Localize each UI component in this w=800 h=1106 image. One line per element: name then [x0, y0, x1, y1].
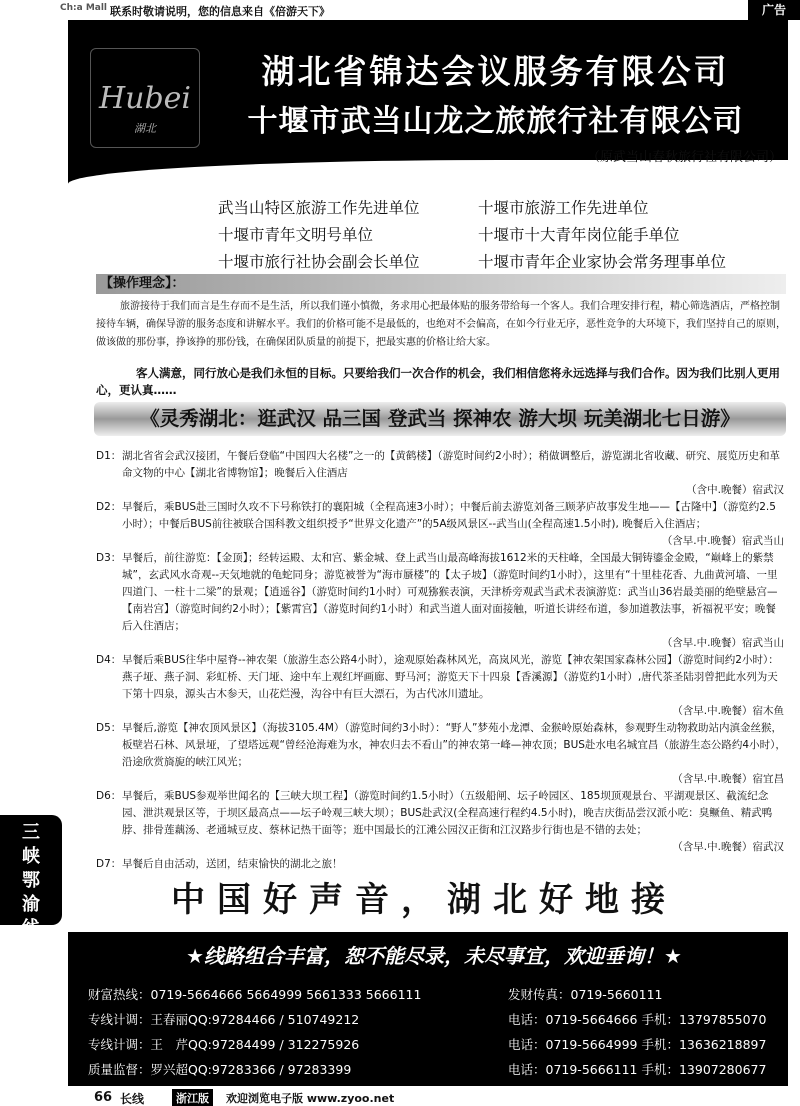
honor-item: 十堰市十大青年岗位能手单位 [478, 226, 680, 244]
day-text: 早餐后乘BUS往华中屋脊--神农架（旅游生态公路4小时），途观原始森林风光，高岚风光，游览【神农架国家森林公园】（游览时间约2小时）：燕子垭、燕子洞、彩虹桥、天门垭、途中车上观红坪画廊、野马河；游览天下十四泉【香溪源】（游览约1小时）,唐代茶圣陆羽曾把此水列为天下第十四泉，源头古木参天，山花烂漫，沟谷中有巨大漂石，为古代冰川遗址。 [122, 654, 779, 700]
footer [68, 1088, 788, 1106]
contact-banner: ★线路组合丰富，恕不能尽录，未尽事宜，欢迎垂询！★ [186, 944, 682, 968]
header-curve [68, 160, 788, 200]
contact-left: 专线计调：王春丽QQ:97284466 / 510749212 [88, 1012, 360, 1027]
contact-row [88, 982, 778, 1007]
concept-slogan: 客人满意，同行放心是我们永恒的目标。只要给我们一次合作的机会，我们相信您将永远选择与我们合作。因为我们比别人更用心，更认真…… [96, 366, 780, 397]
logo-cn: 湖北 [134, 122, 156, 135]
magazine-section: 长线 [120, 1092, 145, 1106]
tour-title: 《灵秀湖北：逛武汉 品三国 登武当 探神农 游大坝 玩美湖北七日游》 [94, 402, 786, 436]
honors-list [218, 196, 778, 272]
page-number: 66 [94, 1090, 113, 1105]
sidebar [0, 20, 68, 1086]
ad-tag: 广告 [748, 0, 800, 20]
contact-panel [68, 932, 788, 1086]
day-stay: （含早.中.晚餐）宿木鱼 [672, 705, 784, 717]
contact-left: 专线计调：王 芹QQ:97284499 / 312275926 [88, 1037, 360, 1052]
calligraphy-slogan: 中国好声音，湖北好地接 [171, 880, 677, 920]
company-name-1: 湖北省锦达会议服务有限公司 [261, 52, 730, 91]
itinerary-day [96, 788, 786, 839]
day-text: 早餐后,游览【神农顶风景区】（海拔3105.4M）（游览时间约3小时）：“野人”梦苑小龙潭、金猴岭原始森林，参观野生动物救助站内滇金丝猴，板壁岩石林、风景垭，了望塔远观“曾经沧海难为水，神农归去不看山”的神农第一峰—神农顶；BUS赴水电名城宜昌（旅游生态公路约4小时），沿途欣赏旖旎的峡江风光； [122, 722, 786, 768]
itinerary-day [96, 499, 786, 533]
day-stay: （含早.中.晚餐）宿武当山 [661, 535, 784, 547]
contact-right: 电话：0719-5664666 手机：13797855070 [508, 1012, 767, 1027]
website-link[interactable]: 欢迎浏览电子版 www.zyoo.net [226, 1092, 395, 1105]
itinerary-day [96, 550, 786, 635]
day-label: D4： [96, 654, 122, 666]
itinerary [96, 448, 786, 873]
edition-badge: 浙江版 [172, 1089, 213, 1106]
contact-right: 电话：0719-5666111 手机：13907280677 [508, 1062, 767, 1077]
day-label: D3： [96, 552, 122, 564]
day-label: D7： [96, 858, 122, 870]
honor-item: 十堰市旅行社协会副会长单位 [218, 253, 420, 271]
day-stay: （含早.中.晚餐）宿宜昌 [672, 773, 784, 785]
top-bar [0, 0, 800, 20]
day-label: D6： [96, 790, 122, 802]
concept-heading: 【操作理念】： [96, 274, 786, 294]
company-name-2: 十堰市武当山龙之旅旅行社有限公司 [247, 104, 744, 139]
route-tab: 三峡鄂渝线 [0, 815, 62, 925]
contact-row [88, 1032, 778, 1057]
day-label: D5： [96, 722, 122, 734]
contact-left: 质量监督：罗兴超QQ:97283366 / 97283399 [88, 1062, 352, 1077]
honor-item: 武当山特区旅游工作先进单位 [218, 199, 420, 217]
hubei-logo [90, 48, 200, 148]
day-stay: （含早.中.晚餐）宿武汉 [672, 841, 784, 853]
itinerary-day [96, 720, 786, 771]
itinerary-day [96, 448, 786, 482]
header [68, 20, 788, 192]
honor-item: 十堰市旅游工作先进单位 [478, 199, 649, 217]
day-text: 早餐后自由活动，送团，结束愉快的湖北之旅！ [122, 858, 343, 870]
advert-page [68, 20, 788, 1086]
contact-right: 电话：0719-5664999 手机：13636218897 [508, 1037, 767, 1052]
contact-left: 财富热线：0719-5664666 5664999 5661333 5666111 [88, 987, 422, 1002]
day-stay: （含中.晚餐）宿武汉 [686, 484, 784, 496]
concept-body: 旅游接待于我们而言是生存而不是生活，所以我们谨小慎微，务求用心把最体贴的服务带给每一个客人。我们合理安排行程，精心筛选酒店，严格控制接待车辆，确保导游的服务态度和讲解水平。我们的价格可能不是最低的，也绝对不会偏高，在如今行业无序，恶性竞争的大环境下，我们坚持自己的原则，做该做的那份事，挣该挣的那份钱，在确保团队质量的前提下，把最实惠的价格让给大家。 [96, 301, 786, 348]
honor-item: 十堰市青年企业家协会常务理事单位 [478, 253, 727, 271]
day-stay: （含早.中.晚餐）宿武当山 [661, 637, 784, 649]
magazine-logo: Ch:a Mall [60, 3, 108, 13]
day-label: D1： [96, 450, 122, 462]
contact-row [88, 1007, 778, 1032]
former-name: （原武当山春秋旅行社有限公司） [586, 150, 782, 165]
honor-item: 十堰市青年文明号单位 [218, 226, 374, 244]
itinerary-day [96, 856, 786, 873]
itinerary-day [96, 652, 786, 703]
day-text: 早餐后，乘BUS参观举世闻名的【三峡大坝工程】（游览时间约1.5小时）（五级船闸、坛子岭园区、185坝顶观景台、平湖观景区、截流纪念园、泄洪观景区等，于坝区最高点——坛子岭观三峡大坝）；BUS赴武汉(全程高速行程约4.5小时)，晚吉庆街品尝汉派小吃：臭鳜鱼、精武鸭脖、排骨莲藕汤、老通城豆皮、蔡林记热干面等；逛中国最长的江滩公园汉正街和江汉路步行街也是不错的去处； [122, 790, 773, 836]
contact-right: 发财传真：0719-5660111 [508, 987, 663, 1002]
source-note: 联系时敬请说明，您的信息来自《倍游天下》 [110, 5, 330, 18]
day-text: 早餐后，乘BUS赴三国时久攻不下号称铁打的襄阳城（全程高速3小时）；中餐后前去游览刘备三顾茅庐故事发生地——【古隆中】（游览约2.5小时）；中餐后BUS前往被联合国科教文组织授予“世界文化遗产”的5A级风景区--武当山(全程高速1.5小时), 晚餐后入住酒店； [122, 501, 776, 530]
logo-text: Hubei [98, 81, 192, 116]
contact-rows [88, 982, 778, 1082]
day-label: D2： [96, 501, 122, 513]
day-text: 湖北省省会武汉接团，午餐后登临“中国四大名楼”之一的【黄鹤楼】（游览时间约2小时）；稍做调整后，游览湖北省收藏、研究、展览历史和革命文物的中心【湖北省博物馆】；晚餐后入住酒店 [122, 450, 781, 479]
day-text: 早餐后，前往游览：【金顶】；经转运殿、太和宫、紫金城、登上武当山最高峰海拔1612米的天柱峰，全国最大铜铸鎏金金殿，“巅峰上的紫禁城”，玄武风水奇观--天気地就的龟蛇同身；游览被誉为“海市蜃楼”的【太子坡】（游览时间约1小时），这里有“十里桂花香、九曲黄河墙、一里四道门、一柱十二梁”的景观；【逍遥谷】（游览时间约1小时）可观猕猴表演，天津桥旁观武当武术表演游览：武当山36岩最美丽的绝壁悬宫—【南岩宫】（游览时间约2小时）；【紫霄宫】（游览时间约1小时）和武当道人面对面接触，听道长讲经布道，参加道教法事，祈福祝平安；晚餐后入住酒店； [122, 552, 778, 632]
contact-row [88, 1057, 778, 1082]
